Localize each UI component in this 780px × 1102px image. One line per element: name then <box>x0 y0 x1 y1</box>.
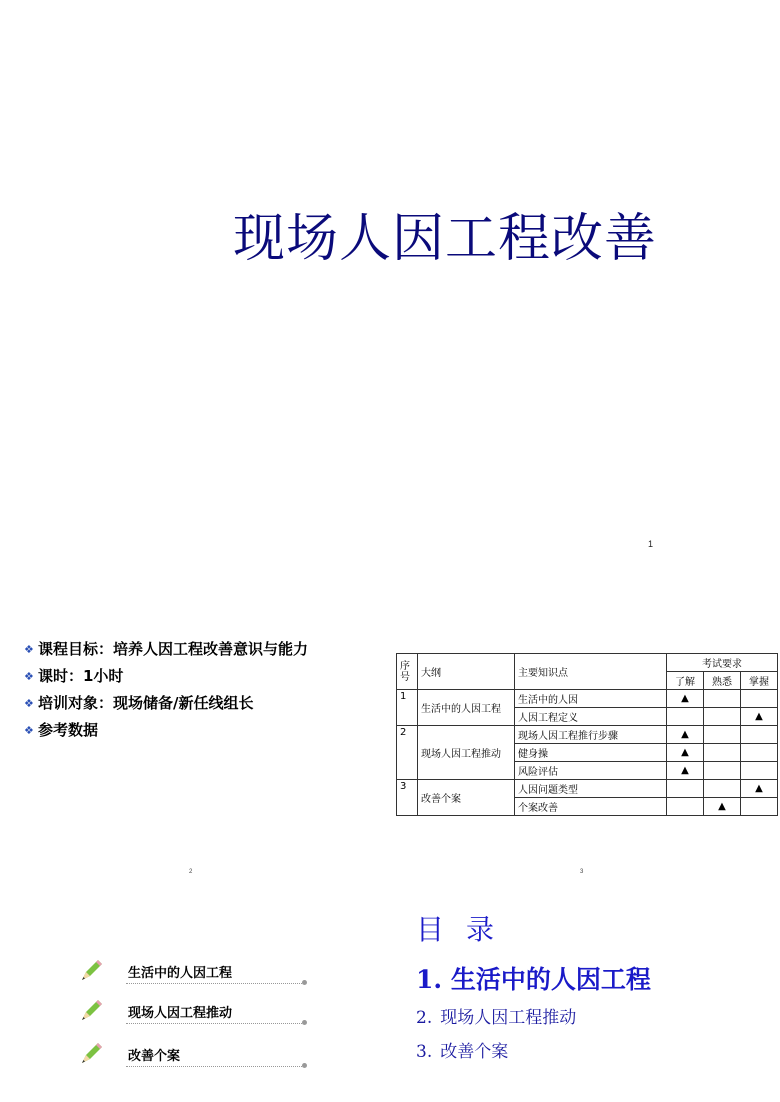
divider-dot <box>302 980 307 985</box>
header-master: 掌握 <box>741 672 778 690</box>
header-understand: 了解 <box>667 672 704 690</box>
table-row: 人因工程定义 ▲ <box>397 708 778 726</box>
table-row: 2 现场人因工程推动 现场人因工程推行步骤 ▲ <box>397 726 778 744</box>
diamond-bullet-icon: ❖ <box>24 724 34 737</box>
list-item: ❖ 培训对象：现场储备/新任线组长 <box>24 690 308 717</box>
slide-title: 现场人因工程改善 <box>232 209 657 269</box>
list-item: ❖ 参考数据 <box>24 717 308 744</box>
table-row: 健身操 ▲ <box>397 744 778 762</box>
page-number: 1 <box>648 539 654 549</box>
diamond-bullet-icon: ❖ <box>24 697 34 710</box>
page-number: 2 <box>189 869 193 875</box>
diamond-bullet-icon: ❖ <box>24 670 34 683</box>
pencil-icon <box>78 1041 104 1067</box>
list-item: ❖ 课时：1小时 <box>24 663 308 690</box>
pencil-icon <box>78 958 104 984</box>
page-number: 3 <box>580 869 584 875</box>
divider-dot <box>302 1020 307 1025</box>
header-outline: 大纲 <box>418 654 515 690</box>
table-row: 1 生活中的人因工程 生活中的人因 ▲ <box>397 690 778 708</box>
header-familiar: 熟悉 <box>704 672 741 690</box>
header-points: 主要知识点 <box>515 654 667 690</box>
toc-item-2[interactable]: 2. 现场人因工程推动 <box>416 1008 577 1028</box>
header-requirement: 考试要求 <box>667 654 778 672</box>
divider <box>126 1066 304 1067</box>
table-row: 风险评估 ▲ <box>397 762 778 780</box>
divider <box>126 983 304 984</box>
table-row: 个案改善 ▲ <box>397 798 778 816</box>
toc-item-3[interactable]: 3. 改善个案 <box>416 1042 509 1062</box>
toc-heading: 目录 <box>416 913 517 946</box>
pencil-icon <box>78 998 104 1024</box>
divider-dot <box>302 1063 307 1068</box>
diamond-bullet-icon: ❖ <box>24 643 34 656</box>
exam-requirement-table <box>396 653 778 816</box>
divider <box>126 1023 304 1024</box>
header-seq: 序号 <box>397 654 418 690</box>
course-info-list <box>24 636 308 744</box>
toc-item-1[interactable]: 1. 生活中的人因工程 <box>416 965 651 994</box>
table-row: 3 改善个案 人因问题类型 ▲ <box>397 780 778 798</box>
list-item: ❖ 课程目标：培养人因工程改善意识与能力 <box>24 636 308 663</box>
